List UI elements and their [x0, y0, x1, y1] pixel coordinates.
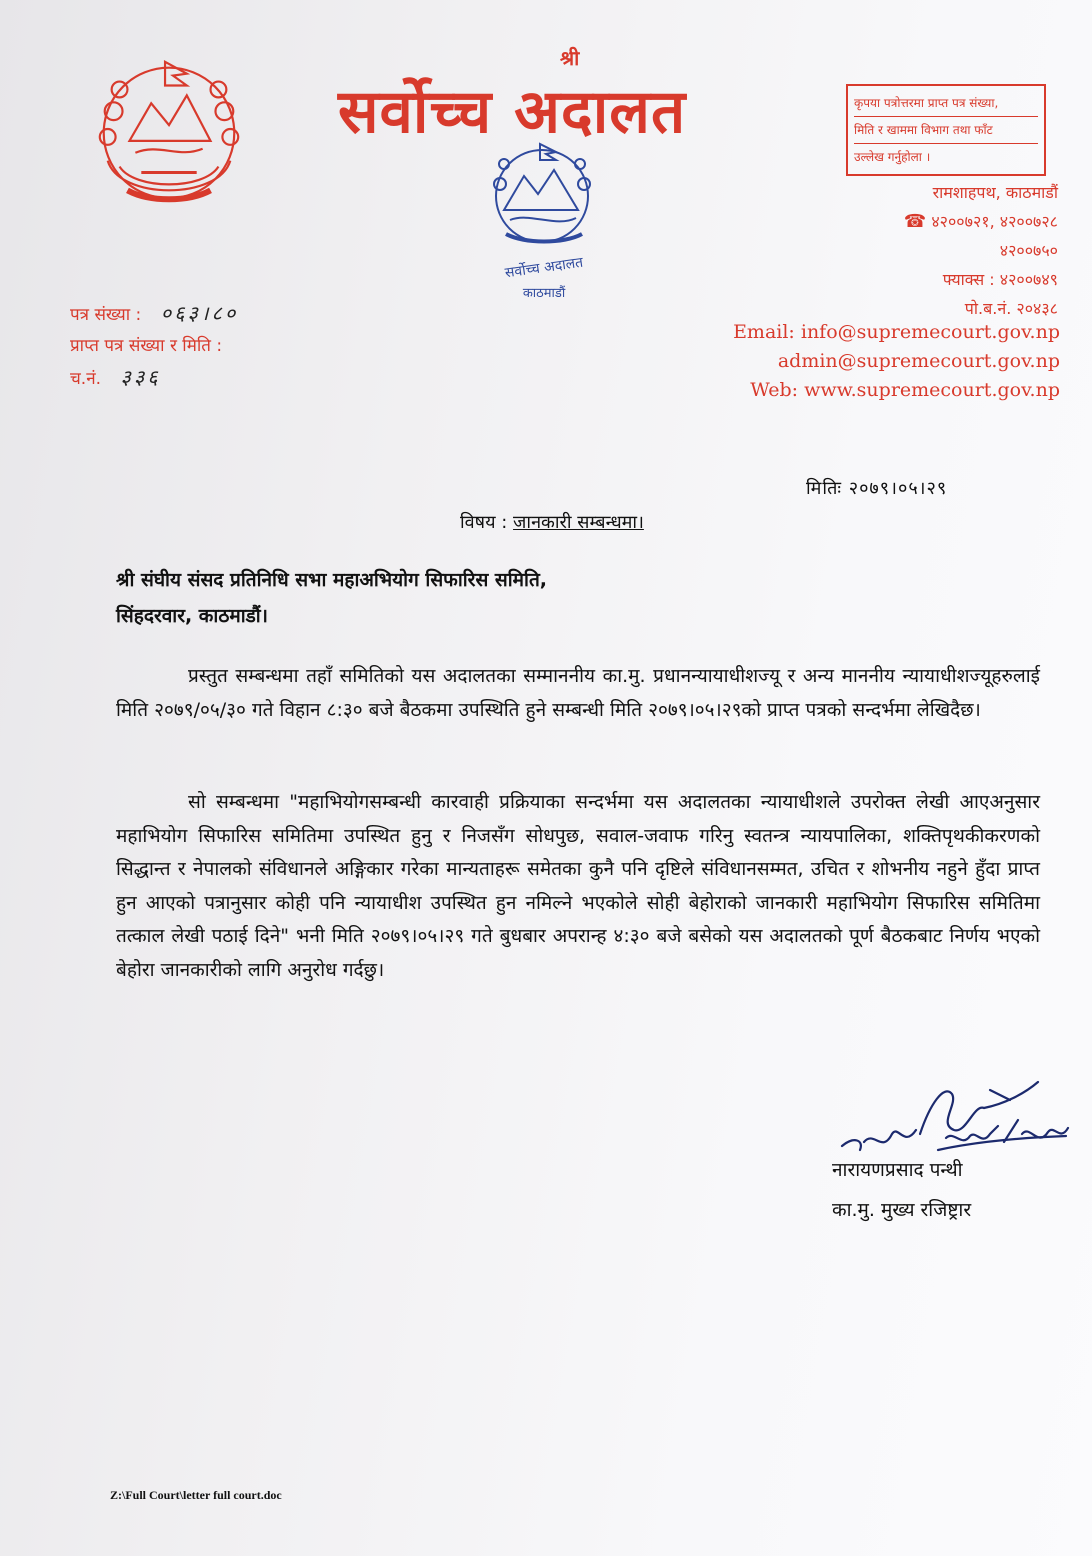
web-contact [733, 318, 1060, 405]
address: रामशाहपथ, काठमाडौं [932, 183, 1058, 202]
seal-place: काठमाडौं [522, 286, 566, 301]
website: Web: www.supremecourt.gov.np [750, 379, 1060, 401]
phone-numbers-1: ४२००७२१, ४२००७२८ [931, 212, 1058, 231]
honorific-shree: श्री [560, 46, 580, 70]
body-paragraph-1: प्रस्तुत सम्बन्धमा तहाँ समितिको यस अदालतका सम्माननीय का.मु. प्रधानन्यायाधीशज्यू र अन्य माननीय न्यायाधीशज्यूहरुलाई मिति २०७९/०५/३० गते विहान ८:३० बजे बैठकमा उपस्थिति हुने सम्बन्धी मिति २०७९।०५।२९को प्राप्त पत्रको सन्दर्भमा लेखिदैछ। [116, 665, 1040, 721]
addressee-line-1: श्री संघीय संसद प्रतिनिधि सभा महाअभियोग सिफारिस समिति, [116, 569, 547, 591]
nepal-emblem-icon [80, 42, 258, 220]
dispatch-number-label: च.नं. [70, 369, 102, 389]
court-seal-emblem-icon [478, 140, 610, 258]
seal-text: सर्वोच्च अदालत [503, 254, 585, 282]
notice-box [846, 84, 1046, 176]
dispatch-number-value: ३३६ [120, 365, 161, 389]
letter-number-row [70, 298, 238, 331]
phone-line-1 [904, 207, 1058, 236]
notice-line: कृपया पत्रोत्तरमा प्राप्त पत्र संख्या, [854, 90, 1038, 117]
subject-text: जानकारी सम्बन्धमा। [513, 512, 644, 533]
letter-date: मितिः २०७९।०५।२९ [806, 478, 948, 499]
footer-file-path: Z:\Full Court\letter full court.doc [110, 1488, 282, 1502]
subject-line [460, 510, 644, 534]
po-box: पो.ब.नं. २०४३८ [964, 299, 1058, 318]
notice-line: मिति र खाममा विभाग तथा फाँट [854, 117, 1038, 144]
addressee [116, 562, 547, 634]
letter-number-value: ०६३।८० [160, 301, 239, 325]
contact-block [904, 178, 1058, 323]
email-1: Email: info@supremecourt.gov.np [733, 321, 1060, 343]
signatory-block [832, 1150, 971, 1230]
received-letter-label: प्राप्त पत्र संख्या र मिति : [70, 336, 223, 356]
addressee-line-2: सिंहदरवार, काठमाडौं। [116, 605, 268, 627]
court-seal [478, 140, 610, 310]
reference-block [70, 298, 238, 395]
court-name-title: सर्वोच्च अदालत [338, 77, 687, 147]
subject-label: विषय : [460, 512, 508, 533]
notice-line: उल्लेख गर्नुहोला । [854, 150, 931, 164]
signatory-title: का.मु. मुख्य रजिष्ट्रार [832, 1199, 972, 1221]
email-2: admin@supremecourt.gov.np [777, 350, 1060, 372]
body-paragraph-2: सो सम्बन्धमा "महाभियोगसम्बन्धी कारवाही प्रक्रियाका सन्दर्भमा यस अदालतका न्यायाधीशले उपरोक्त लेखी आएअनुसार महाभियोग सिफारिस समितिमा उपस्थित हुनु र निजसँग सोधपुछ, सवाल-जवाफ गरिनु स्वतन्त्र न्यायपालिका, शक्तिपृथकीकरणको सिद्धान्त र नेपालको संविधानले अङ्गिकार गरेका मान्यताहरू समेतका कुनै पनि दृष्टिले संविधानसम्मत, उचित र शोभनीय नहुने हुँदा प्राप्त हुन आएको पत्रानुसार कोही पनि न्यायाधीश उपस्थित हुन नमिल्ने भएकोले सोही बेहोराको जानकारी महाभियोग सिफारिस समितिमा तत्काल लेखी पठाई दिने" भनी मिति २०७९।०५।२९ गते बुधबार अपरान्ह ४:३० बजे बसेको यस अदालतको पूर्ण बैठकबाट निर्णय भएको बेहोरा जानकारीको लागि अनुरोध गर्दछु। [116, 791, 1040, 981]
telephone-icon: ☎ [903, 211, 927, 232]
fax: फ्याक्स : ४२००७४९ [942, 270, 1058, 289]
letter-number-label: पत्र संख्या : [70, 305, 142, 325]
signatory-name: नारायणप्रसाद पन्थी [832, 1159, 963, 1181]
dispatch-number-row [70, 362, 238, 395]
handwritten-signature [834, 1064, 1074, 1164]
phone-line-2: ४२००७५० [999, 241, 1058, 260]
